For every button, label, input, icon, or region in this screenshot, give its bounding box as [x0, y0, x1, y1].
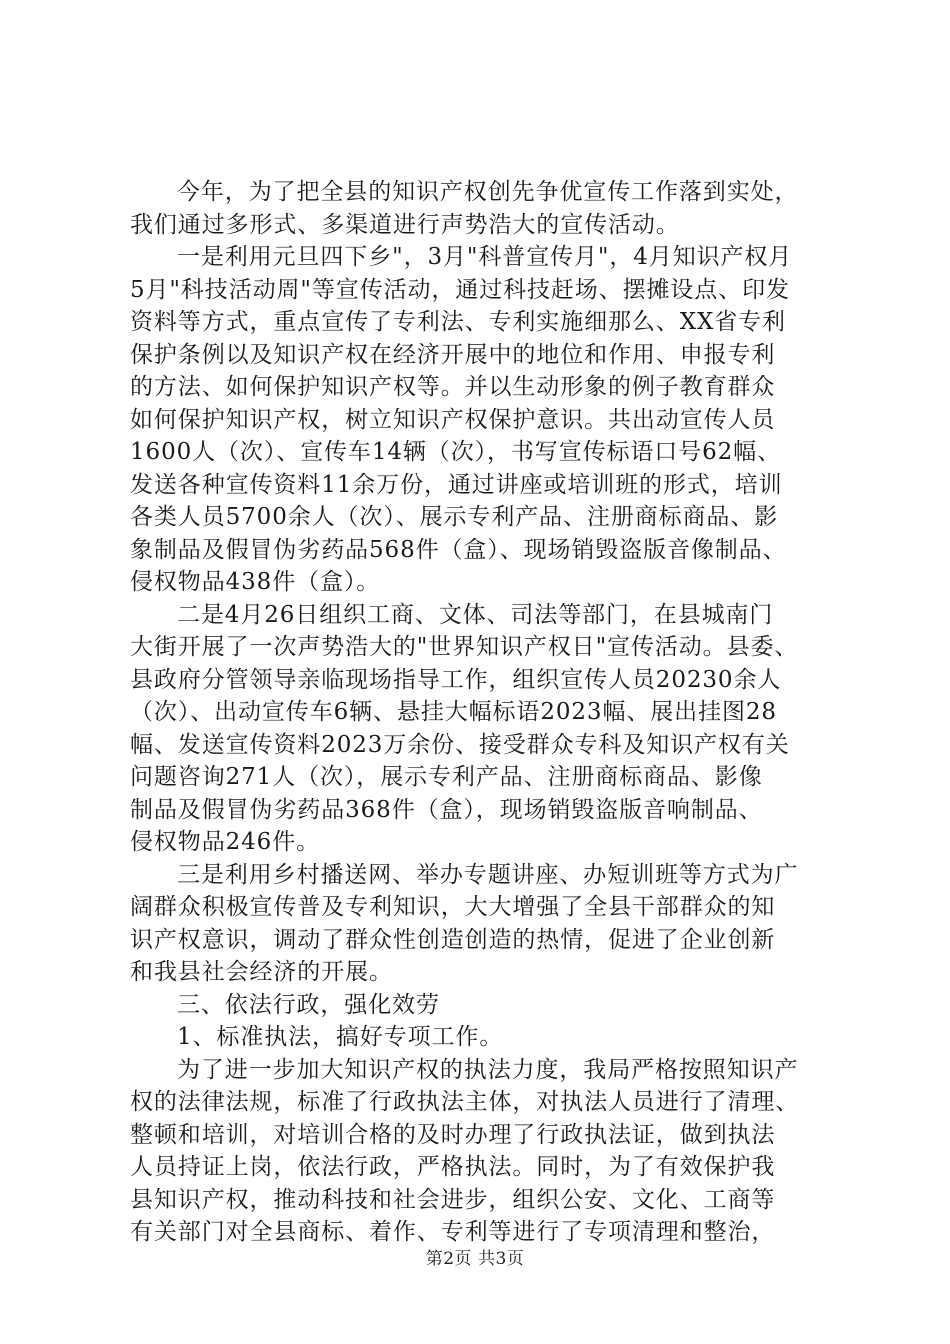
- text-line: 资料等方式，重点宣传了专利法、专利实施细那么、XX省专利: [130, 309, 786, 335]
- text-line: 二是4月26日组织工商、文体、司法等部门，在县城南门: [177, 601, 774, 628]
- text-line: （次）、出动宣传车6辆、悬挂大幅标语2023幅、展出挂图28: [130, 699, 777, 725]
- text-line: 县知识产权，推动科技和社会进步，组织公安、文化、工商等: [130, 1186, 776, 1213]
- text-line: 权的法律法规，标准了行政执法主体，对执法人员进行了清理、: [130, 1089, 800, 1115]
- section-heading: 三、依法行政，强化效劳: [177, 991, 440, 1018]
- text-line: 保护条例以及知识产权在经济开展中的地位和作用、申报专利: [130, 341, 776, 368]
- text-line: 各类人员5700余人（次）、展示专利产品、注册商标商品、影: [130, 504, 779, 530]
- text-line: 三是利用乡村播送网、举办专题讲座、办短训班等方式为广: [177, 861, 799, 888]
- text-line: 侵权物品438件（盒）。: [130, 569, 381, 595]
- text-line: 今年，为了把全县的知识产权创先争优宣传工作落到实处，: [177, 179, 799, 205]
- subsection-heading: 1、标准执法，搞好专项工作。: [177, 1024, 504, 1050]
- text-line: 5月"科技活动周"等宣传活动，通过科技赶场、摆摊设点、印发: [130, 276, 790, 303]
- text-line: 人员持证上岗，依法行政，严格执法。同时，为了有效保护我: [130, 1154, 776, 1180]
- page-footer: [0, 1244, 950, 1269]
- text-line: 我们通过多形式、多渠道进行声势浩大的宣传活动。: [130, 211, 680, 238]
- text-line: 制品及假冒伪劣药品368件（盒），现场销毁盗版音响制品、: [130, 796, 763, 823]
- page-indicator: 第2页 共3页: [425, 1249, 525, 1269]
- text-line: 一是利用元旦四下乡"，3月"科普宣传月"，4月知识产权月: [177, 244, 793, 270]
- text-line: 大街开展了一次声势浩大的"世界知识产权日"宣传活动。县委、: [130, 634, 799, 660]
- text-line: 的方法、如何保护知识产权等。并以生动形象的例子教育群众: [130, 374, 776, 400]
- document-body: [130, 176, 830, 1249]
- text-line: 1600人（次）、宣传车14辆（次），书写宣传标语口号62幅、: [130, 439, 781, 465]
- text-line: 象制品及假冒伪劣药品568件（盒）、现场销毁盗版音像制品、: [130, 536, 787, 563]
- text-line: 整顿和培训，对培训合格的及时办理了行政执法证，做到执法: [130, 1121, 776, 1148]
- text-line: 发送各种宣传资料11余万份，通过讲座或培训班的形式，培训: [130, 471, 783, 498]
- text-line: 县政府分管领导亲临现场指导工作，组织宣传人员20230余人: [130, 666, 782, 693]
- text-line: 识产权意识，调动了群众性创造创造的热情，促进了企业创新: [130, 926, 776, 953]
- text-line: 和我县社会经济的开展。: [130, 959, 393, 985]
- text-line: 幅、发送宣传资料2023万余份、接受群众专科及知识产权有关: [130, 731, 790, 758]
- text-line: 如何保护知识产权，树立知识产权保护意识。共出动宣传人员: [130, 406, 776, 433]
- text-line: 问题咨询271人（次），展示专利产品、注册商标商品、影像: [130, 764, 763, 790]
- text-line: 侵权物品246件。: [130, 829, 320, 855]
- text-line: 有关部门对全县商标、着作、专利等进行了专项清理和整治，: [130, 1219, 776, 1245]
- text-line: 阔群众积极宣传普及专利知识，大大增强了全县干部群众的知: [130, 894, 776, 920]
- text-line: 为了进一步加大知识产权的执法力度，我局严格按照知识产: [177, 1056, 799, 1083]
